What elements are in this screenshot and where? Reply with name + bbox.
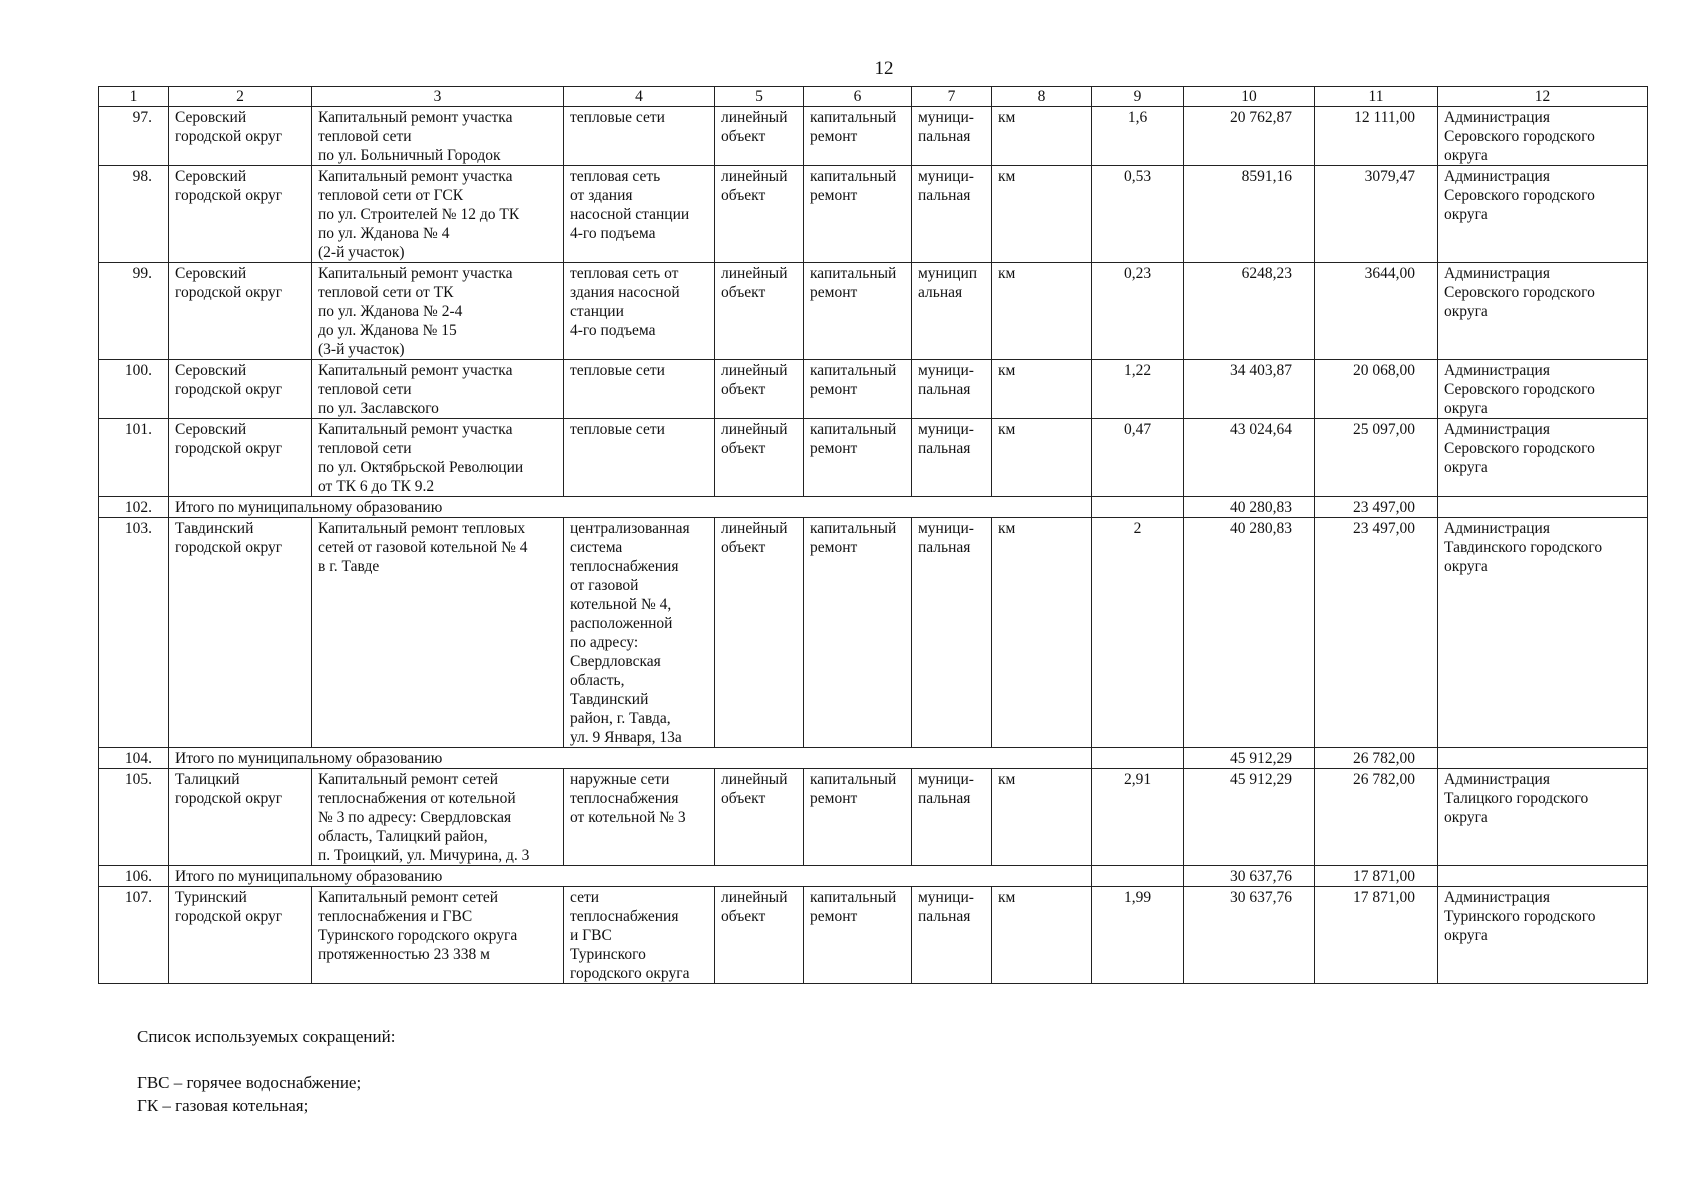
object-kind-cell: линейный объект bbox=[715, 887, 804, 984]
table-row bbox=[99, 263, 1648, 360]
empty-cell bbox=[1438, 748, 1648, 769]
amount-total-cell: 20 762,87 bbox=[1184, 107, 1315, 166]
project-name-cell: Капитальный ремонт тепловых сетей от газовой котельной № 4 в г. Тавде bbox=[312, 518, 564, 748]
amount-budget-cell: 26 782,00 bbox=[1315, 769, 1438, 866]
ownership-cell: муници- пальная bbox=[912, 360, 992, 419]
project-name-cell: Капитальный ремонт сетей теплоснабжения от котельной № 3 по адресу: Свердловская область, Талицкий район, п. Троицкий, ул. Мичурина, д. 3 bbox=[312, 769, 564, 866]
object-kind-cell: линейный объект bbox=[715, 263, 804, 360]
empty-cell bbox=[1092, 748, 1184, 769]
table-row bbox=[99, 887, 1648, 984]
subtotal-label: Итого по муниципальному образованию bbox=[169, 497, 1092, 518]
row-number: 105. bbox=[99, 769, 169, 866]
table-row bbox=[99, 107, 1648, 166]
amount-total-cell: 45 912,29 bbox=[1184, 748, 1315, 769]
amount-total-cell: 30 637,76 bbox=[1184, 887, 1315, 984]
object-kind-cell: линейный объект bbox=[715, 360, 804, 419]
ownership-cell: муници- пальная bbox=[912, 769, 992, 866]
quantity-cell: 0,23 bbox=[1092, 263, 1184, 360]
unit-cell: км bbox=[992, 166, 1092, 263]
municipality-cell: Туринский городской округ bbox=[169, 887, 312, 984]
table-row bbox=[99, 360, 1648, 419]
row-number: 101. bbox=[99, 419, 169, 497]
project-name-cell: Капитальный ремонт участка тепловой сети от ГСК по ул. Строителей № 12 до ТК по ул. Жданова № 4 (2-й участок) bbox=[312, 166, 564, 263]
table-row bbox=[99, 518, 1648, 748]
amount-budget-cell: 17 871,00 bbox=[1315, 866, 1438, 887]
project-name-cell: Капитальный ремонт сетей теплоснабжения и ГВС Туринского городского округа протяженностью 23 338 м bbox=[312, 887, 564, 984]
amount-budget-cell: 20 068,00 bbox=[1315, 360, 1438, 419]
object-kind-cell: линейный объект bbox=[715, 769, 804, 866]
quantity-cell: 0,53 bbox=[1092, 166, 1184, 263]
unit-cell: км bbox=[992, 107, 1092, 166]
row-number: 102. bbox=[99, 497, 169, 518]
work-type-cell: капитальный ремонт bbox=[804, 887, 912, 984]
municipality-cell: Серовский городской округ bbox=[169, 419, 312, 497]
work-type-cell: капитальный ремонт bbox=[804, 263, 912, 360]
project-name-cell: Капитальный ремонт участка тепловой сети по ул. Больничный Городок bbox=[312, 107, 564, 166]
work-type-cell: капитальный ремонт bbox=[804, 107, 912, 166]
amount-total-cell: 30 637,76 bbox=[1184, 866, 1315, 887]
municipality-cell: Талицкий городской округ bbox=[169, 769, 312, 866]
amount-total-cell: 40 280,83 bbox=[1184, 518, 1315, 748]
unit-cell: км bbox=[992, 887, 1092, 984]
page-number: 12 bbox=[874, 58, 894, 79]
object-kind-cell: линейный объект bbox=[715, 166, 804, 263]
abbreviation-item: ГВС – горячее водоснабжение; bbox=[137, 1073, 362, 1092]
project-name-cell: Капитальный ремонт участка тепловой сети по ул. Заславского bbox=[312, 360, 564, 419]
ownership-cell: муници- пальная bbox=[912, 107, 992, 166]
table-row bbox=[99, 769, 1648, 866]
amount-budget-cell: 12 111,00 bbox=[1315, 107, 1438, 166]
work-type-cell: капитальный ремонт bbox=[804, 360, 912, 419]
amount-budget-cell: 3079,47 bbox=[1315, 166, 1438, 263]
object-cell: централизованная система теплоснабжения от газовой котельной № 4, расположенной по адресу: Свердловская область, Тавдинский район, г. Тавда, ул. 9 Января, 13а bbox=[564, 518, 715, 748]
administrator-cell: Администрация Тавдинского городского округа bbox=[1438, 518, 1648, 748]
municipality-cell: Тавдинский городской округ bbox=[169, 518, 312, 748]
unit-cell: км bbox=[992, 769, 1092, 866]
object-cell: тепловые сети bbox=[564, 360, 715, 419]
row-number: 104. bbox=[99, 748, 169, 769]
administrator-cell: Администрация Туринского городского округа bbox=[1438, 887, 1648, 984]
column-header: 12 bbox=[1438, 87, 1648, 107]
table-row bbox=[99, 419, 1648, 497]
amount-budget-cell: 26 782,00 bbox=[1315, 748, 1438, 769]
amount-total-cell: 43 024,64 bbox=[1184, 419, 1315, 497]
quantity-cell: 0,47 bbox=[1092, 419, 1184, 497]
amount-budget-cell: 17 871,00 bbox=[1315, 887, 1438, 984]
work-type-cell: капитальный ремонт bbox=[804, 166, 912, 263]
unit-cell: км bbox=[992, 360, 1092, 419]
administrator-cell: Администрация Серовского городского округа bbox=[1438, 263, 1648, 360]
row-number: 106. bbox=[99, 866, 169, 887]
object-cell: наружные сети теплоснабжения от котельной № 3 bbox=[564, 769, 715, 866]
subtotal-label: Итого по муниципальному образованию bbox=[169, 748, 1092, 769]
object-cell: тепловые сети bbox=[564, 419, 715, 497]
administrator-cell: Администрация Серовского городского округа bbox=[1438, 166, 1648, 263]
column-header: 1 bbox=[99, 87, 169, 107]
municipality-cell: Серовский городской округ bbox=[169, 166, 312, 263]
subtotal-row bbox=[99, 748, 1648, 769]
abbreviations-title: Список используемых сокращений: bbox=[137, 1027, 396, 1046]
empty-cell bbox=[1438, 866, 1648, 887]
column-header: 8 bbox=[992, 87, 1092, 107]
quantity-cell: 1,6 bbox=[1092, 107, 1184, 166]
column-header: 4 bbox=[564, 87, 715, 107]
object-cell: тепловая сеть от здания насосной станции 4-го подъема bbox=[564, 263, 715, 360]
amount-total-cell: 40 280,83 bbox=[1184, 497, 1315, 518]
object-kind-cell: линейный объект bbox=[715, 419, 804, 497]
row-number: 100. bbox=[99, 360, 169, 419]
column-header: 5 bbox=[715, 87, 804, 107]
ownership-cell: муницип альная bbox=[912, 263, 992, 360]
municipality-cell: Серовский городской округ bbox=[169, 360, 312, 419]
municipality-cell: Серовский городской округ bbox=[169, 107, 312, 166]
quantity-cell: 1,99 bbox=[1092, 887, 1184, 984]
column-header: 3 bbox=[312, 87, 564, 107]
administrator-cell: Администрация Серовского городского округа bbox=[1438, 107, 1648, 166]
administrator-cell: Администрация Серовского городского округа bbox=[1438, 419, 1648, 497]
amount-total-cell: 8591,16 bbox=[1184, 166, 1315, 263]
object-cell: тепловые сети bbox=[564, 107, 715, 166]
column-header: 9 bbox=[1092, 87, 1184, 107]
object-cell: тепловая сеть от здания насосной станции 4-го подъема bbox=[564, 166, 715, 263]
municipality-cell: Серовский городской округ bbox=[169, 263, 312, 360]
amount-total-cell: 45 912,29 bbox=[1184, 769, 1315, 866]
administrator-cell: Администрация Талицкого городского округа bbox=[1438, 769, 1648, 866]
abbreviations-list bbox=[137, 1025, 395, 1117]
empty-cell bbox=[1438, 497, 1648, 518]
amount-total-cell: 6248,23 bbox=[1184, 263, 1315, 360]
row-number: 99. bbox=[99, 263, 169, 360]
project-name-cell: Капитальный ремонт участка тепловой сети по ул. Октябрьской Революции от ТК 6 до ТК 9.2 bbox=[312, 419, 564, 497]
column-header: 2 bbox=[169, 87, 312, 107]
empty-cell bbox=[1092, 866, 1184, 887]
unit-cell: км bbox=[992, 419, 1092, 497]
unit-cell: км bbox=[992, 518, 1092, 748]
subtotal-label: Итого по муниципальному образованию bbox=[169, 866, 1092, 887]
amount-budget-cell: 3644,00 bbox=[1315, 263, 1438, 360]
table-header-row bbox=[99, 87, 1648, 107]
work-type-cell: капитальный ремонт bbox=[804, 419, 912, 497]
project-name-cell: Капитальный ремонт участка тепловой сети от ТК по ул. Жданова № 2-4 до ул. Жданова № 15 (3-й участок) bbox=[312, 263, 564, 360]
capital-repair-table bbox=[98, 86, 1648, 984]
column-header: 7 bbox=[912, 87, 992, 107]
unit-cell: км bbox=[992, 263, 1092, 360]
object-kind-cell: линейный объект bbox=[715, 518, 804, 748]
empty-cell bbox=[1092, 497, 1184, 518]
quantity-cell: 2 bbox=[1092, 518, 1184, 748]
row-number: 97. bbox=[99, 107, 169, 166]
work-type-cell: капитальный ремонт bbox=[804, 518, 912, 748]
ownership-cell: муници- пальная bbox=[912, 166, 992, 263]
ownership-cell: муници- пальная bbox=[912, 887, 992, 984]
abbreviation-item: ГК – газовая котельная; bbox=[137, 1096, 309, 1115]
row-number: 98. bbox=[99, 166, 169, 263]
subtotal-row bbox=[99, 866, 1648, 887]
amount-budget-cell: 23 497,00 bbox=[1315, 518, 1438, 748]
quantity-cell: 2,91 bbox=[1092, 769, 1184, 866]
quantity-cell: 1,22 bbox=[1092, 360, 1184, 419]
ownership-cell: муници- пальная bbox=[912, 518, 992, 748]
amount-budget-cell: 23 497,00 bbox=[1315, 497, 1438, 518]
work-type-cell: капитальный ремонт bbox=[804, 769, 912, 866]
administrator-cell: Администрация Серовского городского округа bbox=[1438, 360, 1648, 419]
row-number: 103. bbox=[99, 518, 169, 748]
column-header: 10 bbox=[1184, 87, 1315, 107]
subtotal-row bbox=[99, 497, 1648, 518]
amount-budget-cell: 25 097,00 bbox=[1315, 419, 1438, 497]
column-header: 6 bbox=[804, 87, 912, 107]
object-kind-cell: линейный объект bbox=[715, 107, 804, 166]
row-number: 107. bbox=[99, 887, 169, 984]
column-header: 11 bbox=[1315, 87, 1438, 107]
amount-total-cell: 34 403,87 bbox=[1184, 360, 1315, 419]
table-row bbox=[99, 166, 1648, 263]
object-cell: сети теплоснабжения и ГВС Туринского городского округа bbox=[564, 887, 715, 984]
ownership-cell: муници- пальная bbox=[912, 419, 992, 497]
